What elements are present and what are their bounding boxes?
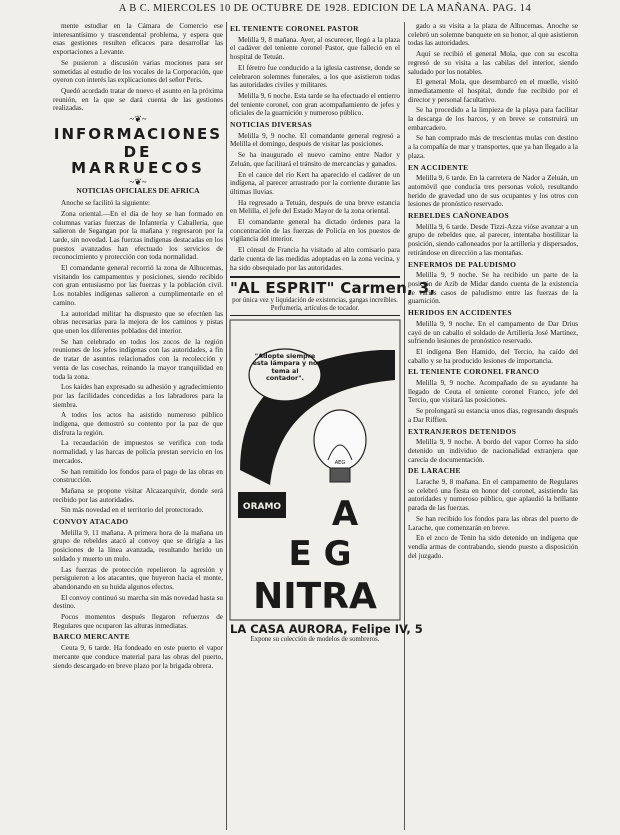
paragraph: El convoy continuó su marcha sin más novedad hasta su destino. <box>53 593 223 611</box>
ad-letter-a: A <box>331 494 359 535</box>
section-heading: EL TENIENTE CORONEL FRANCO <box>408 367 540 377</box>
paragraph: Se pusieron a discusión varias mociones para ser sometidas al estudio de los vocales de la Corporación, que oyeron con interés las explicaciones del señor Peris. <box>53 58 223 85</box>
section-subtitle: NOTICIAS OFICIALES DE AFRICA <box>76 186 200 196</box>
column-right <box>408 22 578 830</box>
paragraph: En el zoco de Tenin ha sido detenido un indígena que vendía armas de contrabando, siendo puesto a disposición del juzgado. <box>408 534 578 560</box>
section-heading: NOTICIAS DIVERSAS <box>230 120 312 130</box>
paragraph: Se han recibido los fondos para las obras del puerto de Larache, que comenzarán en breve. <box>408 514 578 532</box>
paragraph: Melilla 9, 9 noche. Se ha recibido un parte de la posición de Azib de Midar dando cuenta de la existencia de varios casos de paludismo entre las fuerzas de la guarnición. <box>408 271 578 306</box>
paragraph: Melilla 9, 9 noche. A bordo del vapor Correo ha sido detenido un individuo de nacionalidad extranjera que carecía de documentación. <box>408 438 578 464</box>
paragraph: En el cauce del río Kert ha aparecido el cadáver de un indígena, al parecer arrastrado por la corriente durante las últimas lluvias. <box>230 170 400 196</box>
section-heading: ENFERMOS DE PALUDISMO <box>408 259 517 269</box>
section-title: DE MARRUECOS <box>71 142 205 177</box>
paragraph: Larache 9, 8 mañana. En el campamento de Regulares se celebró una fiesta en honor del coronel, asistiendo las autoridades y numeroso público, que aplaudió la brillante parada de las fuerzas. <box>408 478 578 513</box>
ad-text: Expone su colección de modelos de sombreros. <box>250 636 380 644</box>
section-heading: BARCO MERCANTE <box>53 632 130 642</box>
paragraph: Melilla 9, 6 tarde. Desde Tizzi-Azza vióse avanzar a un grupo de rebeldes que, al parecer, intentaba hostilizar la posición, siendo cañoneados por la artillería y dispersados, retirándose en dirección a las montañas. <box>408 222 578 257</box>
paragraph: Se han remitido los fondos para el pago de las obras en construcción. <box>53 467 223 485</box>
ad-letters-eg: E G <box>288 534 352 575</box>
section-heading: CONVOY ATACADO <box>53 517 129 527</box>
paragraph: Pocos momentos después llegaron refuerzos de Regulares que ocuparon las alturas inmediatas. <box>53 613 223 630</box>
ad-bubble-text: "Adopte siempre esta lámpara y no tema al contador". <box>252 352 318 383</box>
column-divider <box>226 22 227 830</box>
section-heading: DE LARACHE <box>408 466 461 476</box>
column-left <box>53 22 223 830</box>
paragraph: Ha regresado a Tetuán, después de una breve estancia en Melilla, el jefe del Estado Mayor de la zona oriental. <box>230 198 400 216</box>
paragraph: Quedó acordado tratar de nuevo el asunto en la próxima reunión, en la que se dará cuenta de las gestiones realizadas. <box>53 86 223 113</box>
aeg-lamp-illustration <box>230 320 400 620</box>
page-header: A B C. MIERCOLES 10 DE OCTUBRE DE 1928. EDICION DE LA MAÑANA. PAG. 14 <box>118 3 532 14</box>
advertisement-aeg-nitra <box>230 320 400 620</box>
section-heading: HERIDOS EN ACCIDENTES <box>408 308 512 318</box>
column-divider <box>404 22 405 830</box>
paragraph: Aquí se recibió el general Mola, que con su escolta regresó de su visita a las cabilas del interior, siendo saludado por los notables. <box>408 50 578 76</box>
paragraph: Las fuerzas de protección repelieron la agresión y persiguieron a los atacantes, que huyeron hacia el monte, abandonando en su huida algunos efectos. <box>53 565 223 591</box>
paragraph: El féretro fue conducido a la iglesia castrense, donde se celebraron solemnes funerales, a los que asistieron todas las autoridades civiles y militares. <box>230 63 400 90</box>
paragraph: Melilla 9, 8 mañana. Ayer, al oscurecer, llegó a la plaza el cadáver del teniente coronel Pastor, que falleció en el hospital de Tetuán. <box>230 35 400 62</box>
paragraph: gado a su visita a la plaza de Alhucemas. Anoche se celebró un solemne banquete en su honor, al que asistieron todas las autoridades. <box>408 22 578 48</box>
paragraph: Se ha inaugurado el nuevo camino entre Nador y Zeluán, que facilitará el tránsito de mercancías y ganados. <box>230 151 400 168</box>
paragraph: Melilla 9, 6 noche. Esta tarde se ha efectuado el entierro del teniente coronel, con gran acompañamiento de jefes y oficiales de la guarnición y numeroso público. <box>230 91 400 118</box>
advertisement-al-esprit <box>230 276 436 316</box>
advertisement-casa-aurora: LA CASA AURORA, Felipe IV, 5 <box>230 622 423 637</box>
paragraph: La autoridad militar ha dispuesto que se efectúen las obras necesarias para la mejora de los caminos y pistas que unen los diferentes poblados del interior. <box>53 309 223 335</box>
section-title: INFORMACIONES <box>53 124 223 143</box>
paragraph: El indígena Ben Hamido, del Tercio, ha caído del caballo y se ha producido lesiones de importancia. <box>408 347 578 365</box>
section-heading: EL TENIENTE CORONEL PASTOR <box>230 24 359 33</box>
paragraph: El comandante general recorrió la zona de Alhucemas, visitando los campamentos y posiciones, siendo recibido con gran entusiasmo por las fuerzas y la población civil. Los notables indígenas salieron a cumplimentarle en el camino. <box>53 264 223 307</box>
paragraph: El general Mola, que desembarcó en el muelle, visitó inmediatamente el hospital, donde fue recibido por el director y personal facultativo. <box>408 78 578 104</box>
paragraph: Anoche se facilitó la siguiente: <box>61 199 151 208</box>
section-heading: EN ACCIDENTE <box>408 162 469 172</box>
paragraph: Se prolongará su estancia unos días, regresando después a Dar Riffien. <box>408 407 578 424</box>
paragraph: Melilla 9, 9 noche. El comandante general regresó a Melilla el domingo, después de visitar las posiciones. <box>230 131 400 149</box>
paragraph: A todos los actos ha asistido numeroso público indígena, que demostró su contento por la paz de que disfruta la región. <box>53 411 223 437</box>
paragraph: Mañana se propone visitar Alcazarquivir, donde será recibido por las autoridades. <box>53 486 223 504</box>
paragraph: El comandante general ha dictado órdenes para la concentración de las fuerzas de Policía en los puestos de vigilancia del interior. <box>230 218 400 244</box>
paragraph: Los kaídes han expresado su adhesión y agradecimiento por las facilidades concedidas a los labradores para la siembra. <box>53 383 223 409</box>
ad-word-nitra: NITRA <box>253 576 377 618</box>
ornament-divider: ~❦~ <box>129 114 147 125</box>
ad-text: por única vez y liquidación de existencias, gangas increíbles. Perfumería, artículos de tocador. <box>232 297 398 313</box>
paragraph: Ceuta 9, 6 tarde. Ha fondeado en este puerto el vapor mercante que conduce material para las obras del puerto, siendo descargado en breve plazo por la brigada obrera. <box>53 644 223 670</box>
paragraph: Melilla 9, 11 mañana. A primera hora de la mañana un grupo de rebeldes atacó al convoy que se dirigía a las posiciones de la línea avanzada, resultando herido un soldado y muerto un mulo. <box>53 528 223 563</box>
paragraph: La recaudación de impuestos se verifica con toda normalidad, y las harcas de policía prestan servicio en los mercados. <box>53 439 223 465</box>
paragraph: Se han comprado más de trescientas mulas con destino a la compañía de mar y transportes, que ya han llegado a la plaza. <box>408 134 578 160</box>
lamp-brand-mark: AEG <box>334 460 346 467</box>
section-heading: REBELDES CAÑONEADOS <box>408 211 509 221</box>
paragraph: Se han celebrado en todos los zocos de la región reuniones de los jefes indígenas con las autoridades, a fin de tratar de asuntos relacionados con la recolección y venta de las cosechas, reinando la mayor tranquilidad en toda la zona. <box>53 337 223 381</box>
box-label: ORAMO <box>242 502 282 513</box>
paragraph: Sin más novedad en el territorio del protectorado. <box>61 506 204 515</box>
paragraph: Zona oriental.—En el día de hoy se han formado en columnas varias fuerzas de Infantería y Caballería, que salieron de Segangan por la mañana y regresaron por la tarde, sin novedad. Las fuerzas indígenas destacadas en los puestos avanzados han efectuado los servicios de reconocimiento y protección con toda normalidad. <box>53 209 223 262</box>
paragraph: Melilla 9, 9 noche. Acompañado de su ayudante ha llegado de Ceuta el teniente coronel Franco, jefe del Tercio, que visitará las posiciones. <box>408 379 578 405</box>
paragraph: Melilla 9, 6 tarde. En la carretera de Nador a Zeluán, un automóvil que conducía tres personas volcó, resultando herido de gravedad uno de sus ocupantes y los otros con lesiones de pronóstico reservado. <box>408 174 578 209</box>
ornament-divider: ~❦~ <box>129 176 147 187</box>
ad-title: "AL ESPRIT" Carmen, 3, <box>230 279 436 298</box>
paragraph: El cónsul de Francia ha visitado al alto comisario para darle cuenta de las medidas adoptadas en la zona vecina, y ha sido obsequiado por las autoridades. <box>230 246 400 272</box>
paragraph: Se ha procedido a la limpieza de la playa para facilitar la descarga de los barcos, y en breve se construirá un embarcadero. <box>408 106 578 132</box>
paragraph: Melilla 9, 9 noche. En el campamento de Dar Drius cayó de un caballo el soldado de Artillería José Martínez, sufriendo lesiones de pronóstico reservado. <box>408 319 578 346</box>
paragraph: mente estudiar en la Cámara de Comercio ese interesantísimo y trascendental problema, y espera que esas gestiones resulten eficaces para desarrollar las exportaciones a Levante. <box>53 22 223 57</box>
section-heading: EXTRANJEROS DETENIDOS <box>408 426 517 436</box>
